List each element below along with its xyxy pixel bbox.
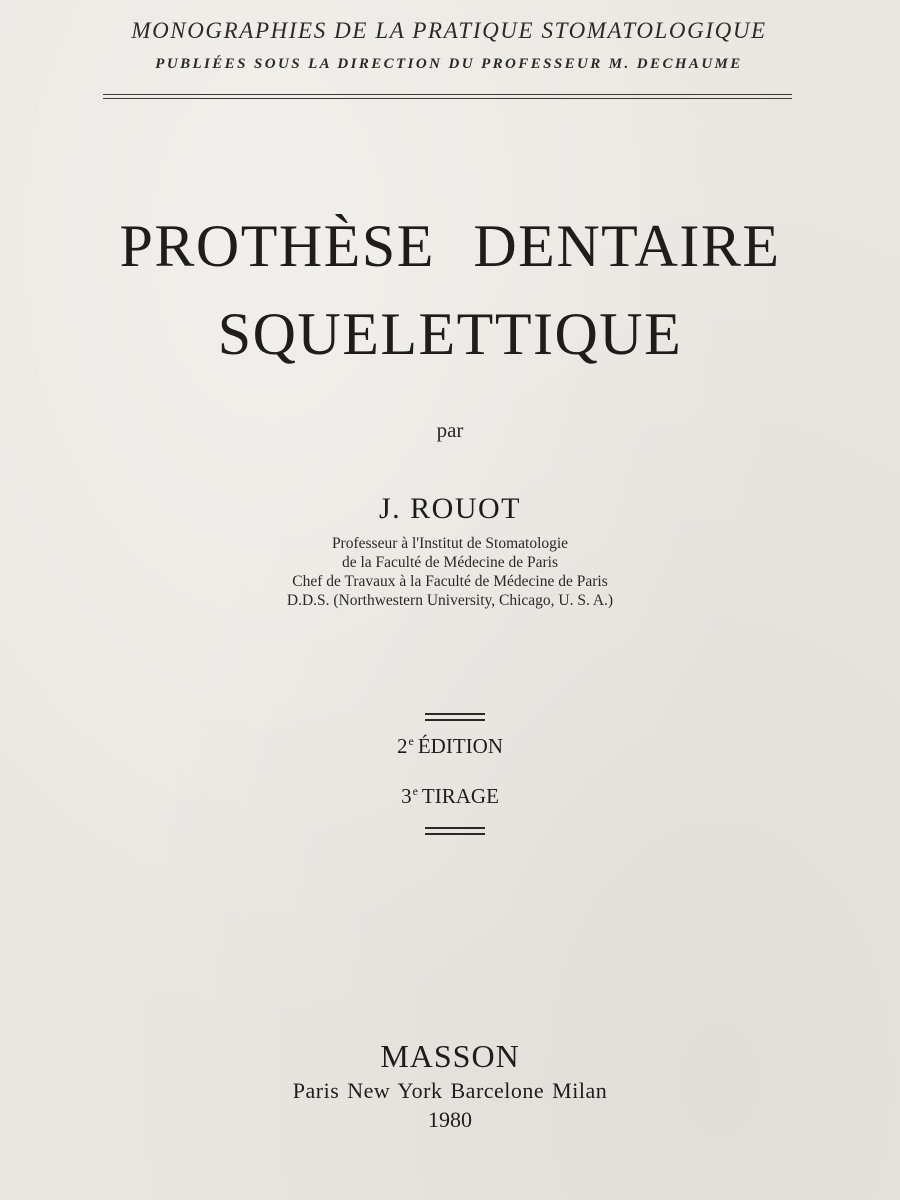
tirage-number: 3: [401, 784, 412, 808]
by-label: par: [436, 418, 464, 442]
publisher-cities: Paris New York Barcelone Milan: [292, 1078, 608, 1103]
edition-label: ÉDITION: [417, 734, 503, 758]
edition-number: 2: [397, 734, 408, 758]
series-direction: PUBLIÉES SOUS LA DIRECTION DU PROFESSEUR M. DECHAUME: [155, 56, 743, 72]
author-credential: Professeur à l'Institut de Stomatologie: [331, 535, 569, 552]
header-rule-top: [103, 94, 792, 95]
publication-year: 1980: [428, 1107, 472, 1132]
book-title-line-1: PROTHÈSE DENTAIRE: [119, 213, 781, 279]
edition-line: [0, 734, 900, 759]
author-credential: de la Faculté de Médecine de Paris: [341, 554, 559, 571]
edition-rule-bottom-b: [425, 833, 485, 835]
tirage-label: TIRAGE: [421, 784, 499, 808]
header-rule-bottom: [103, 98, 792, 99]
tirage-line: [0, 784, 900, 809]
series-title: MONOGRAPHIES DE LA PRATIQUE STOMATOLOGIQUE: [131, 18, 767, 43]
author-credential: Chef de Travaux à la Faculté de Médecine de Paris: [292, 573, 608, 590]
tirage-suffix: e: [412, 784, 418, 798]
edition-rule-bottom-a: [425, 827, 485, 829]
edition-rule-top-b: [425, 719, 485, 721]
publisher-name: MASSON: [380, 1038, 520, 1074]
edition-rule-top-a: [425, 713, 485, 715]
author-credential: D.D.S. (Northwestern University, Chicago, U. S. A.): [286, 592, 614, 609]
author-name: J. ROUOT: [378, 492, 521, 525]
edition-suffix: e: [408, 734, 414, 748]
book-title-line-2: SQUELETTIQUE: [217, 301, 683, 367]
